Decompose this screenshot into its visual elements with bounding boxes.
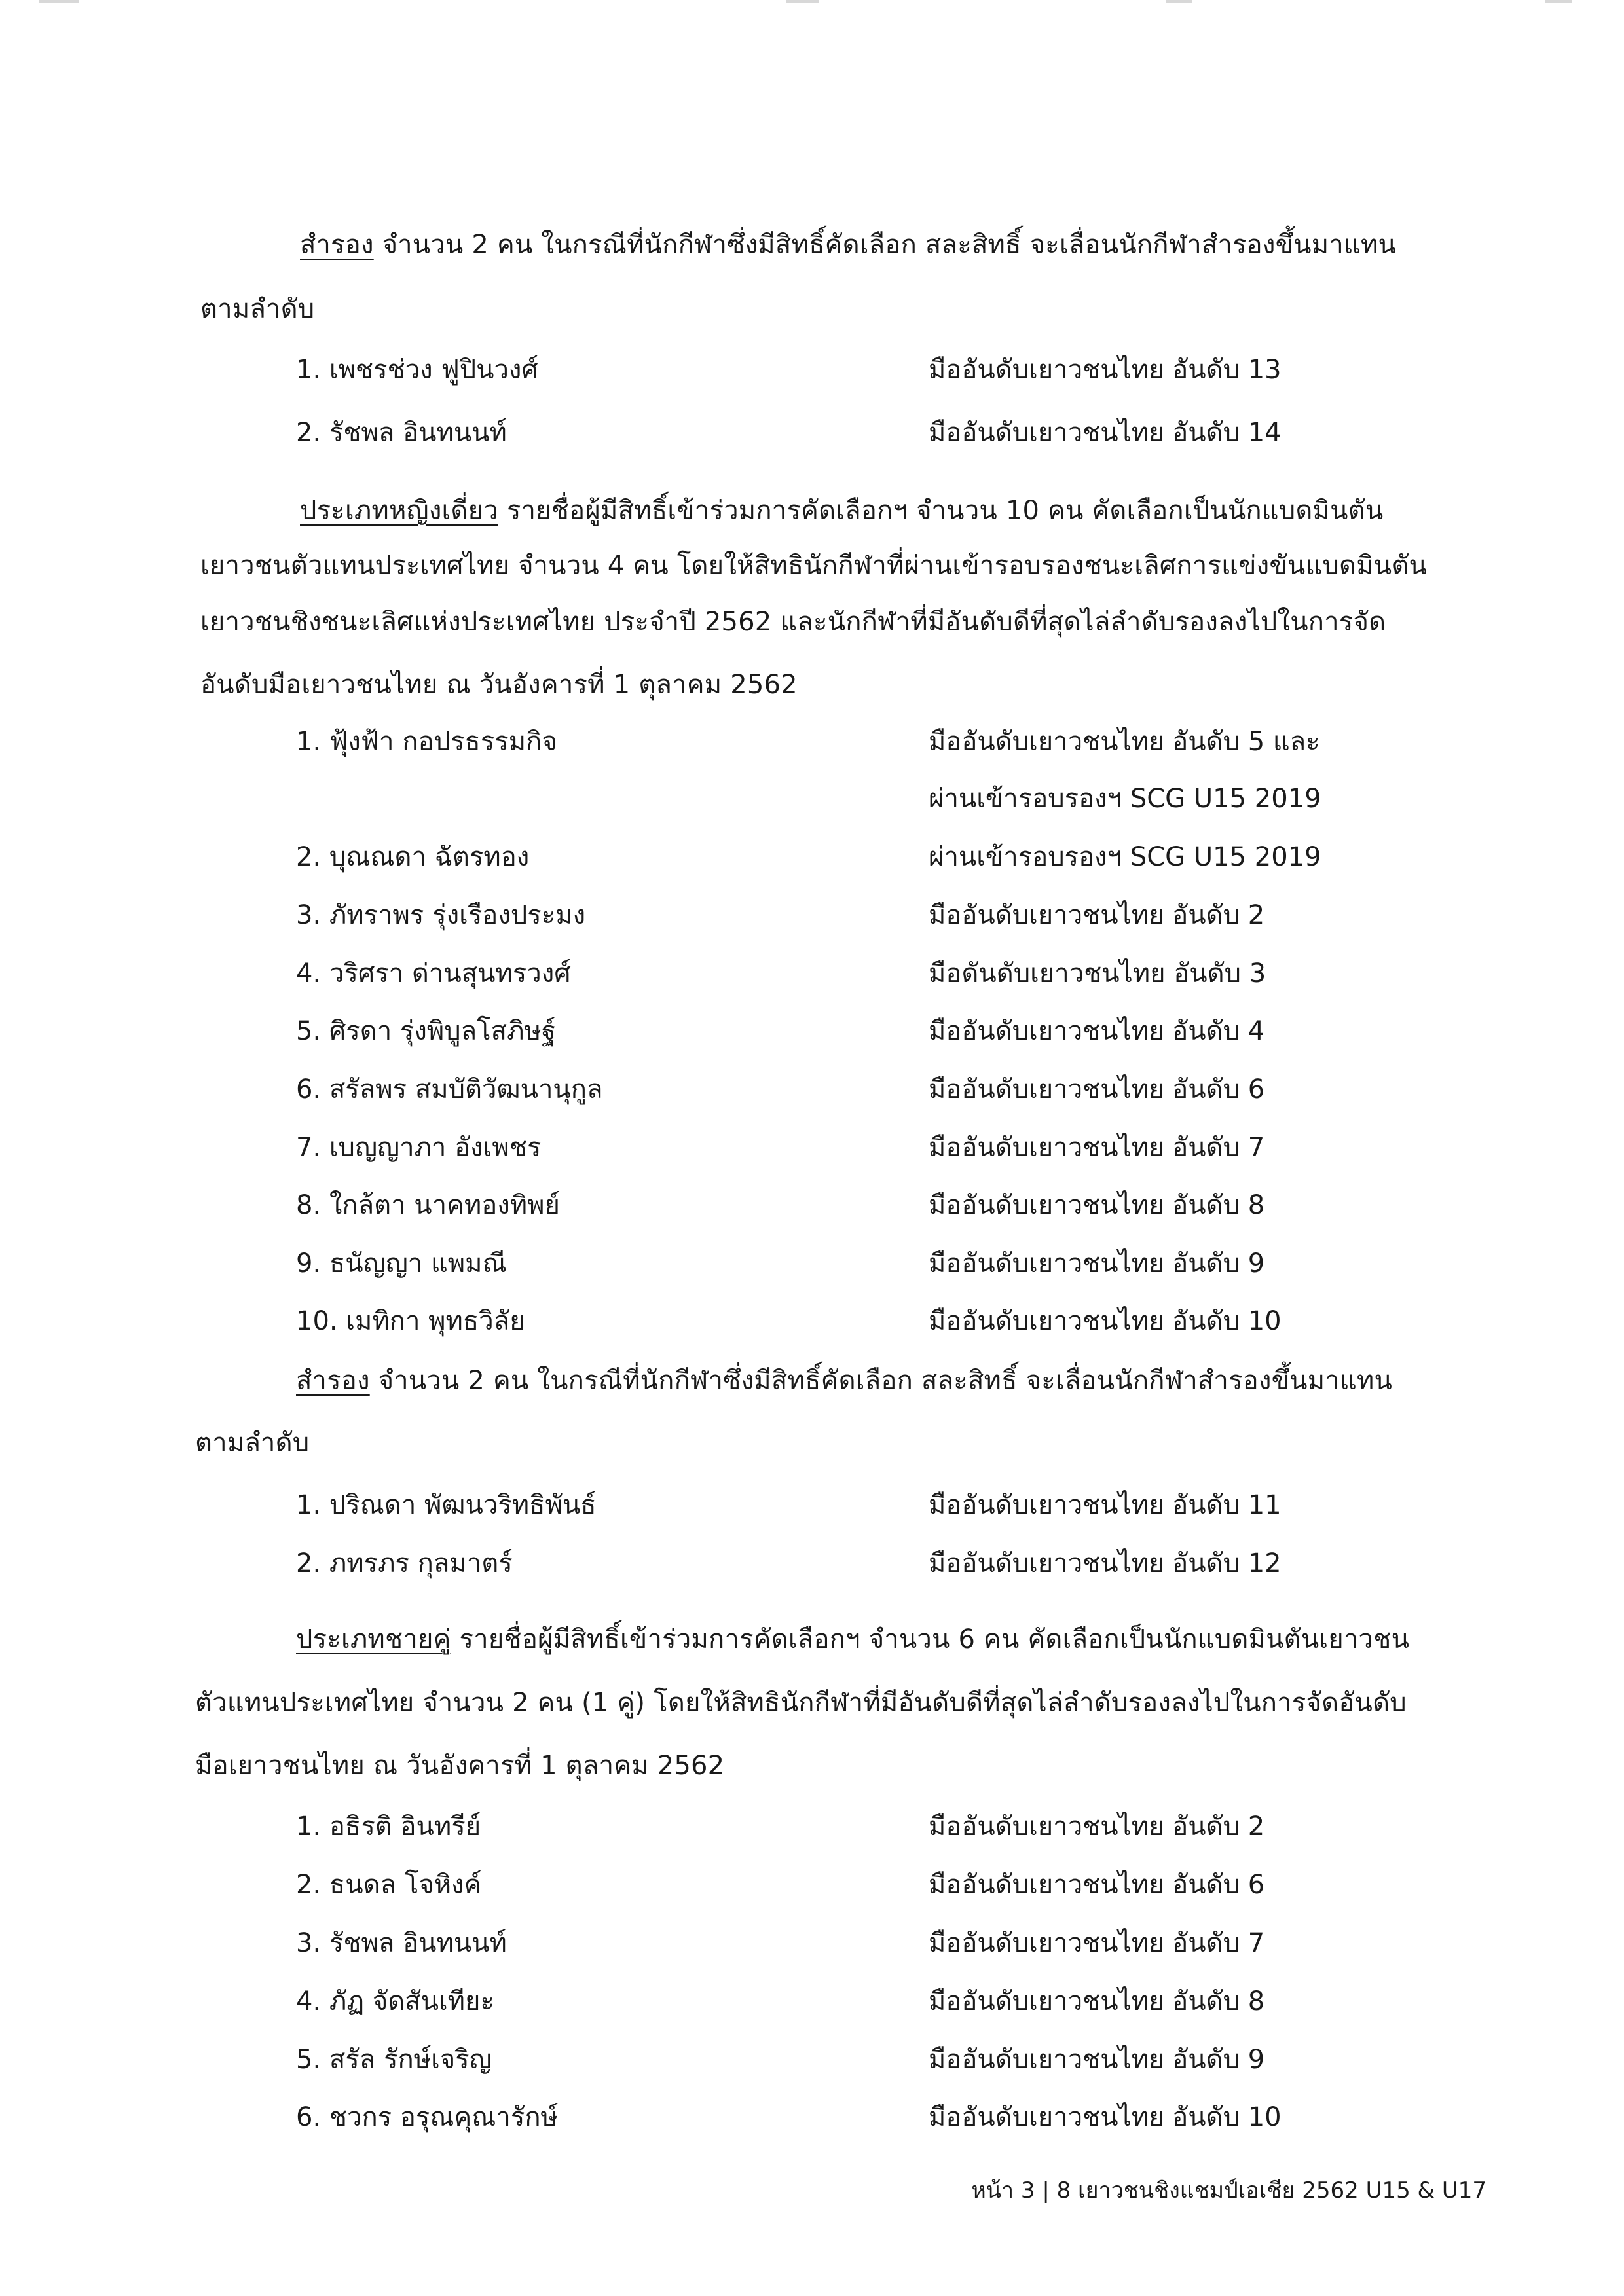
boys-doubles-item-name: 5. สรัล รักษ์เจริญ	[296, 2045, 492, 2075]
reserve-2-item-name: 2. ภทรภร กุลมาตร์	[296, 1548, 513, 1578]
girls-singles-paragraph-line1	[300, 492, 1383, 529]
reserve-2-item-name: 1. ปริณดา พัฒนวริทธิพันธ์	[296, 1490, 597, 1520]
boys-doubles-paragraph-line3: มือเยาวชนไทย ณ วันอังคารที่ 1 ตุลาคม 2562	[195, 1751, 725, 1781]
reserve-1-item-name: 2. รัชพล อินทนนท์	[296, 418, 507, 448]
girls-singles-item-name: 8. ใกล้ตา นาคทองทิพย์	[296, 1190, 560, 1220]
girls-singles-item-name: 4. วริศรา ด่านสุนทรวงศ์	[296, 958, 571, 989]
boys-doubles-paragraph-line2: ตัวแทนประเทศไทย จำนวน 2 คน (1 คู่) โดยให้สิทธินักกีฬาที่มีอันดับดีที่สุดไล่ลำดับรองลงไปในการจัดอันดับ	[195, 1688, 1407, 1718]
girls-singles-text: รายชื่อผู้มีสิทธิ์เข้าร่วมการคัดเลือกฯ จำนวน 10 คน คัดเลือกเป็นนักแบดมินตัน	[498, 496, 1384, 526]
girls-singles-item-rank: มืออันดับเยาวชนไทย อันดับ 6	[929, 1074, 1265, 1104]
girls-singles-item-rank: มืออันดับเยาวชนไทย อันดับ 5 และ	[929, 727, 1320, 757]
scan-mark	[1545, 0, 1572, 3]
reserve-1-item-rank: มืออันดับเยาวชนไทย อันดับ 13	[929, 355, 1282, 385]
reserve-1-heading: สำรอง	[300, 230, 374, 260]
girls-singles-item-name: 1. ฟุ้งฟ้า กอปรธรรมกิจ	[296, 727, 557, 757]
girls-singles-item-name: 10. เมทิกา พุทธวิลัย	[296, 1306, 525, 1336]
girls-singles-item-name: 9. ธนัญญา แพมณี	[296, 1248, 507, 1279]
scan-mark	[786, 0, 819, 3]
boys-doubles-item-rank: มืออันดับเยาวชนไทย อันดับ 10	[929, 2102, 1282, 2132]
reserve-2-heading: สำรอง	[296, 1366, 370, 1396]
scan-mark	[39, 0, 79, 3]
boys-doubles-paragraph-line1	[296, 1621, 1409, 1658]
girls-singles-item-rank: มืออันดับเยาวชนไทย อันดับ 7	[929, 1133, 1265, 1163]
reserve-1-paragraph-line2: ตามลำดับ	[200, 294, 315, 324]
boys-doubles-item-rank: มืออันดับเยาวชนไทย อันดับ 6	[929, 1870, 1265, 1900]
reserve-1-item-name: 1. เพชรช่วง ฟูปินวงศ์	[296, 355, 538, 385]
girls-singles-item-name: 6. สรัลพร สมบัติวัฒนานุกูล	[296, 1074, 603, 1104]
reserve-2-item-rank: มืออันดับเยาวชนไทย อันดับ 12	[929, 1548, 1282, 1578]
girls-singles-item-name: 2. บุณณดา ฉัตรทอง	[296, 842, 530, 872]
boys-doubles-item-rank: มืออันดับเยาวชนไทย อันดับ 7	[929, 1928, 1265, 1958]
girls-singles-item-rank: มืออันดับเยาวชนไทย อันดับ 9	[929, 1248, 1265, 1279]
girls-singles-item-rank: มืออันดับเยาวชนไทย อันดับ 8	[929, 1190, 1265, 1220]
girls-singles-heading: ประเภทหญิงเดี่ยว	[300, 496, 498, 526]
reserve-2-paragraph-line2: ตามลำดับ	[195, 1428, 310, 1458]
girls-singles-item-rank: มือดันดับเยาวชนไทย อันดับ 3	[929, 958, 1266, 989]
girls-singles-paragraph-line3: เยาวชนชิงชนะเลิศแห่งประเทศไทย ประจำปี 2562 และนักกีฬาที่มีอันดับดีที่สุดไล่ลำดับรองลงไปในการจัด	[200, 607, 1386, 637]
reserve-2-text: จำนวน 2 คน ในกรณีที่นักกีฬาซึ่งมีสิทธิ์คัดเลือก สละสิทธิ์ จะเลื่อนนักกีฬาสำรองขึ้นมาแทน	[369, 1366, 1393, 1396]
scan-mark	[1166, 0, 1192, 3]
girls-singles-item-name: 3. ภัทราพร รุ่งเรืองประมง	[296, 900, 586, 930]
boys-doubles-item-name: 1. อธิรติ อินทรีย์	[296, 1812, 481, 1842]
boys-doubles-item-name: 2. ธนดล โจหิงค์	[296, 1870, 482, 1900]
page-footer: หน้า 3 | 8 เยาวชนชิงแชมป์เอเชีย 2562 U15 & U17	[971, 2178, 1486, 2204]
girls-singles-paragraph-line4: อันดับมือเยาวชนไทย ณ วันอังคารที่ 1 ตุลาคม 2562	[200, 670, 798, 700]
boys-doubles-item-name: 4. ภัฏ จัดสันเทียะ	[296, 1986, 494, 2016]
boys-doubles-text: รายชื่อผู้มีสิทธิ์เข้าร่วมการคัดเลือกฯ จำนวน 6 คน คัดเลือกเป็นนักแบดมินตันเยาวชน	[451, 1624, 1410, 1654]
reserve-2-paragraph-line1	[296, 1362, 1392, 1399]
boys-doubles-item-rank: มืออันดับเยาวชนไทย อันดับ 8	[929, 1986, 1265, 2016]
girls-singles-item-rank: มืออันดับเยาวชนไทย อันดับ 4	[929, 1016, 1265, 1046]
reserve-2-item-rank: มืออันดับเยาวชนไทย อันดับ 11	[929, 1490, 1282, 1520]
girls-singles-item-rank: มืออันดับเยาวชนไทย อันดับ 10	[929, 1306, 1282, 1336]
reserve-1-paragraph-line1	[300, 227, 1396, 263]
girls-singles-item-name: 7. เบญญาภา อังเพชร	[296, 1133, 542, 1163]
reserve-1-text: จำนวน 2 คน ในกรณีที่นักกีฬาซึ่งมีสิทธิ์คัดเลือก สละสิทธิ์ จะเลื่อนนักกีฬาสำรองขึ้นมาแทน	[373, 230, 1397, 260]
girls-singles-item-name: 5. ศิรดา รุ่งพิบูลโสภิษฐ์	[296, 1016, 556, 1046]
boys-doubles-item-name: 6. ชวกร อรุณคุณารักษ์	[296, 2102, 558, 2132]
boys-doubles-item-name: 3. รัชพล อินทนนท์	[296, 1928, 507, 1958]
reserve-1-item-rank: มืออันดับเยาวชนไทย อันดับ 14	[929, 418, 1282, 448]
boys-doubles-heading: ประเภทชายคู่	[296, 1624, 451, 1654]
girls-singles-item-rank-extra: ผ่านเข้ารอบรองฯ SCG U15 2019	[929, 784, 1321, 814]
girls-singles-item-rank: มืออันดับเยาวชนไทย อันดับ 2	[929, 900, 1265, 930]
girls-singles-item-rank: ผ่านเข้ารอบรองฯ SCG U15 2019	[929, 842, 1321, 872]
boys-doubles-item-rank: มืออันดับเยาวชนไทย อันดับ 2	[929, 1812, 1265, 1842]
girls-singles-paragraph-line2: เยาวชนตัวแทนประเทศไทย จำนวน 4 คน โดยให้สิทธินักกีฬาที่ผ่านเข้ารอบรองชนะเลิศการแข่งขันแบดมินตัน	[200, 551, 1428, 581]
boys-doubles-item-rank: มืออันดับเยาวชนไทย อันดับ 9	[929, 2045, 1265, 2075]
